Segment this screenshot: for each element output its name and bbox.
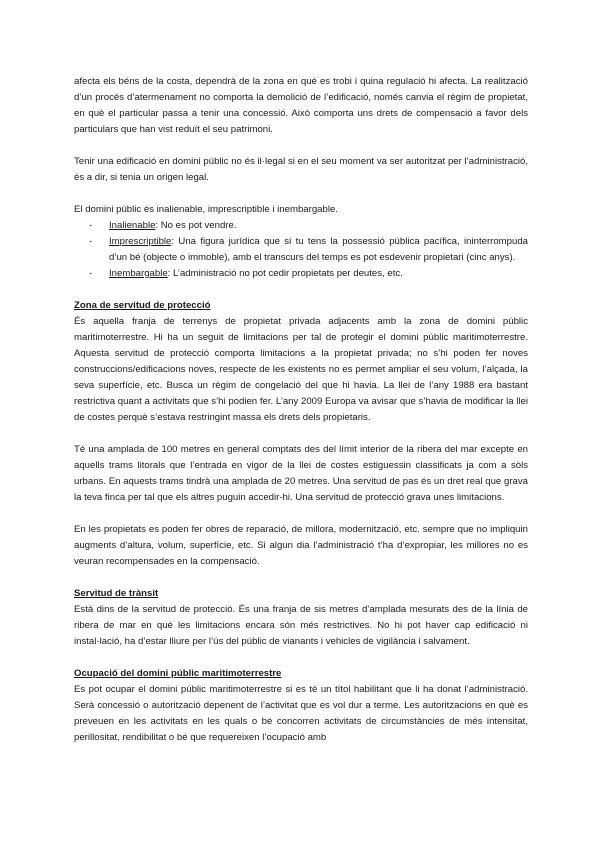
definition-imprescriptible: : Una figura jurídica que si tu tens la possessió pública pacífica, ininterrompuda d’un bé (objecte o immoble), amb el transcurs del temps es pot esdevenir propietari (cinc anys). <box>109 236 528 263</box>
heading-ocupacio-domini: Ocupació del domini públic maritimoterrestre <box>74 668 282 679</box>
paragraph-costa-regulacio: afecta els béns de la costa, dependrà de la zona en què es trobi i quina regulació hi afecta. La realització d’un procés d’atermenament no comporta la demolició de l’edificació, només canvia el règim de propietat, en què el particular passa a tenir una concessió. Això comporta uns drets de compensació a favor dels particulars que han vist reduït el seu patrimoni. <box>74 76 528 135</box>
list-item-imprescriptible <box>74 234 528 266</box>
paragraph-edificacio-legal: Tenir una edificació en domini públic no és il·legal si en el seu moment va ser autoritzat per l’administració, és a dir, si tenia un origen legal. <box>74 156 528 183</box>
list-dash: - <box>89 236 93 247</box>
heading-zona-servitud: Zona de servitud de protecció <box>74 300 211 311</box>
paragraph-zona-definicio: És aquella franja de terrenys de propietat privada adjacents amb la zona de domini públic maritimoterrestre. Hi ha un seguit de limitacions per tal de protegir el domini públic maritimoterrestre. Aquesta servitud de protecció comporta limitacions a la propietat privada; no s’hi poden fer noves construccions/edificacions noves, respecte de les existents no es permet ampliar el seu volum, l’alçada, la seva superfície, etc. Busca un règim de congelació del que hi havia. La llei de l’any 1988 era bastant restrictiva quant a activitats que s’hi podien fer. L’any 2009 Europa va avisar que s’havia de modificar la llei de costes perquè s’estava restringint massa els drets dels propietaris. <box>74 316 528 423</box>
list-dash: - <box>89 220 93 231</box>
term-inembargable: Inembargable <box>109 268 168 279</box>
paragraph-ocupacio-domini: Es pot ocupar el domini públic maritimoterrestre si es té un títol habilitant que li ha donat l’administració. Serà concessió o autorització depenent de l’activitat que es vol dur a terme. Les autoritzacions en què es preveuen en les activitats en les quals o bé concorren activitats de circumstàncies de més intensitat, perillositat, rendibilitat o bé que requereixen l’ocupació amb <box>74 684 528 743</box>
list-item-inalienable <box>74 218 528 234</box>
document-page <box>74 74 528 746</box>
definition-inalienable: : No es pot vendre. <box>155 220 237 231</box>
paragraph-domini-public: El domini públic és inalienable, imprescriptible i inembargable. <box>74 204 338 215</box>
paragraph-zona-obres: En les propietats es poden fer obres de reparació, de millora, modernització, etc. sempre que no impliquin augments d’altura, volum, superfície, etc. Si algun dia l’administració t’ha d’expropiar, les millores no es veuran recompensades en la compensació. <box>74 524 528 567</box>
characteristics-list <box>74 218 528 282</box>
heading-servitud-transit: Servitud de trànsit <box>74 588 159 599</box>
paragraph-zona-amplada: Té una amplada de 100 metres en general comptats des del límit interior de la ribera del mar excepte en aquells trams litorals que l’entrada en vigor de la llei de costes estiguessin classificats ja com a sòls urbans. En aquests trams tindrà una amplada de 20 metres. Una servitud de pas és un dret real que grava la teva finca per tal que els altres puguin accedir-hi. Una servitud de protecció grava unes limitacions. <box>74 444 528 503</box>
term-imprescriptible: Imprescriptible <box>109 236 172 247</box>
list-dash: - <box>89 268 93 279</box>
term-inalienable: Inalienable <box>109 220 156 231</box>
list-item-inembargable <box>74 266 528 282</box>
definition-inembargable: : L’administració no pot cedir propietats per deutes, etc. <box>167 268 403 279</box>
paragraph-servitud-transit: Està dins de la servitud de protecció. És una franja de sis metres d’amplada mesurats des de la línia de ribera de mar en què les limitacions encara són més restrictives. No hi pot haver cap edificació ni instal·lació, ha d’estar lliure per l’ús del públic de vianants i vehicles de vigilància i salvament. <box>74 604 528 647</box>
